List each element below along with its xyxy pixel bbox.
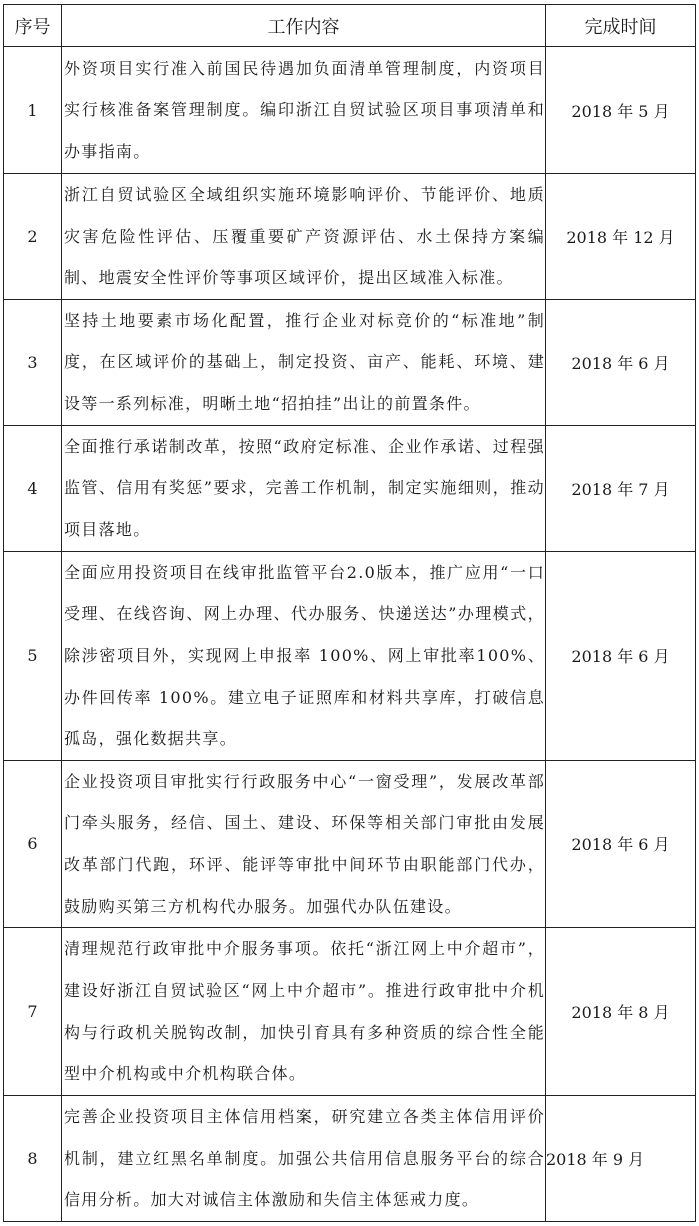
row-content: 全面应用投资项目在线审批监管平台2.0版本，推广应用“一口受理、在线咨询、网上办理、代办服务、快递送达”办理模式，除涉密项目外，实现网上申报率 100%、网上审批率100%、办件回传率 100%。建立电子证照库和材料共享库，打破信息孤岛，强化数据共享。: [62, 551, 546, 760]
table-row: [4, 425, 696, 551]
work-schedule-table: [3, 4, 696, 1222]
row-completion-time: 2018 年 6 月: [546, 299, 696, 425]
row-completion-time: 2018 年 8 月: [546, 928, 696, 1096]
header-no: 序号: [4, 5, 62, 47]
table-row: [4, 928, 696, 1096]
row-content: 浙江自贸试验区全域组织实施环境影响评价、节能评价、地质灾害危险性评估、压覆重要矿产资源评估、水土保持方案编制、地震安全性评价等事项区域评价，提出区域准入标准。: [62, 174, 546, 300]
row-content: 完善企业投资项目主体信用档案，研究建立各类主体信用评价机制，建立红黑名单制度。加强公共信用信息服务平台的综合信用分析。加大对诚信主体激励和失信主体惩戒力度。: [62, 1096, 546, 1222]
table-row: [4, 1096, 696, 1222]
row-completion-time: 2018 年 6 月: [546, 551, 696, 760]
row-number: 6: [4, 760, 62, 927]
header-content: 工作内容: [62, 5, 546, 47]
table-row: [4, 174, 696, 300]
row-number: 2: [4, 174, 62, 300]
row-completion-time: 2018 年 9 月: [546, 1096, 696, 1222]
row-content: 全面推行承诺制改革，按照“政府定标准、企业作承诺、过程强监管、信用有奖惩”要求，完善工作机制，制定实施细则，推动项目落地。: [62, 425, 546, 551]
row-completion-time: 2018 年 7 月: [546, 425, 696, 551]
header-time: 完成时间: [546, 5, 696, 47]
row-number: 4: [4, 425, 62, 551]
table-row: [4, 299, 696, 425]
row-number: 1: [4, 47, 62, 174]
row-content: 外资项目实行准入前国民待遇加负面清单管理制度，内资项目实行核准备案管理制度。编印浙江自贸试验区项目事项清单和办事指南。: [62, 47, 546, 174]
table-row: [4, 47, 696, 174]
row-content: 坚持土地要素市场化配置，推行企业对标竞价的“标准地”制度，在区域评价的基础上，制定投资、亩产、能耗、环境、建设等一系列标准，明晰土地“招拍挂”出让的前置条件。: [62, 299, 546, 425]
row-completion-time: 2018 年 6 月: [546, 760, 696, 927]
row-number: 8: [4, 1096, 62, 1222]
row-number: 3: [4, 299, 62, 425]
table-row: [4, 760, 696, 927]
row-number: 5: [4, 551, 62, 760]
row-content: 企业投资项目审批实行行政服务中心“一窗受理”，发展改革部门牵头服务，经信、国土、建设、环保等相关部门审批由发展改革部门代跑，环评、能评等审批中间环节由职能部门代办，鼓励购买第三方机构代办服务。加强代办队伍建设。: [62, 760, 546, 927]
table-row: [4, 551, 696, 760]
row-content: 清理规范行政审批中介服务事项。依托“浙江网上中介超市”，建设好浙江自贸试验区“网上中介超市”。推进行政审批中介机构与行政机关脱钩改制，加快引育具有多种资质的综合性全能型中介机构或中介机构联合体。: [62, 928, 546, 1096]
row-completion-time: 2018 年 12 月: [546, 174, 696, 300]
row-number: 7: [4, 928, 62, 1096]
row-completion-time: 2018 年 5 月: [546, 47, 696, 174]
table-header-row: [4, 5, 696, 47]
